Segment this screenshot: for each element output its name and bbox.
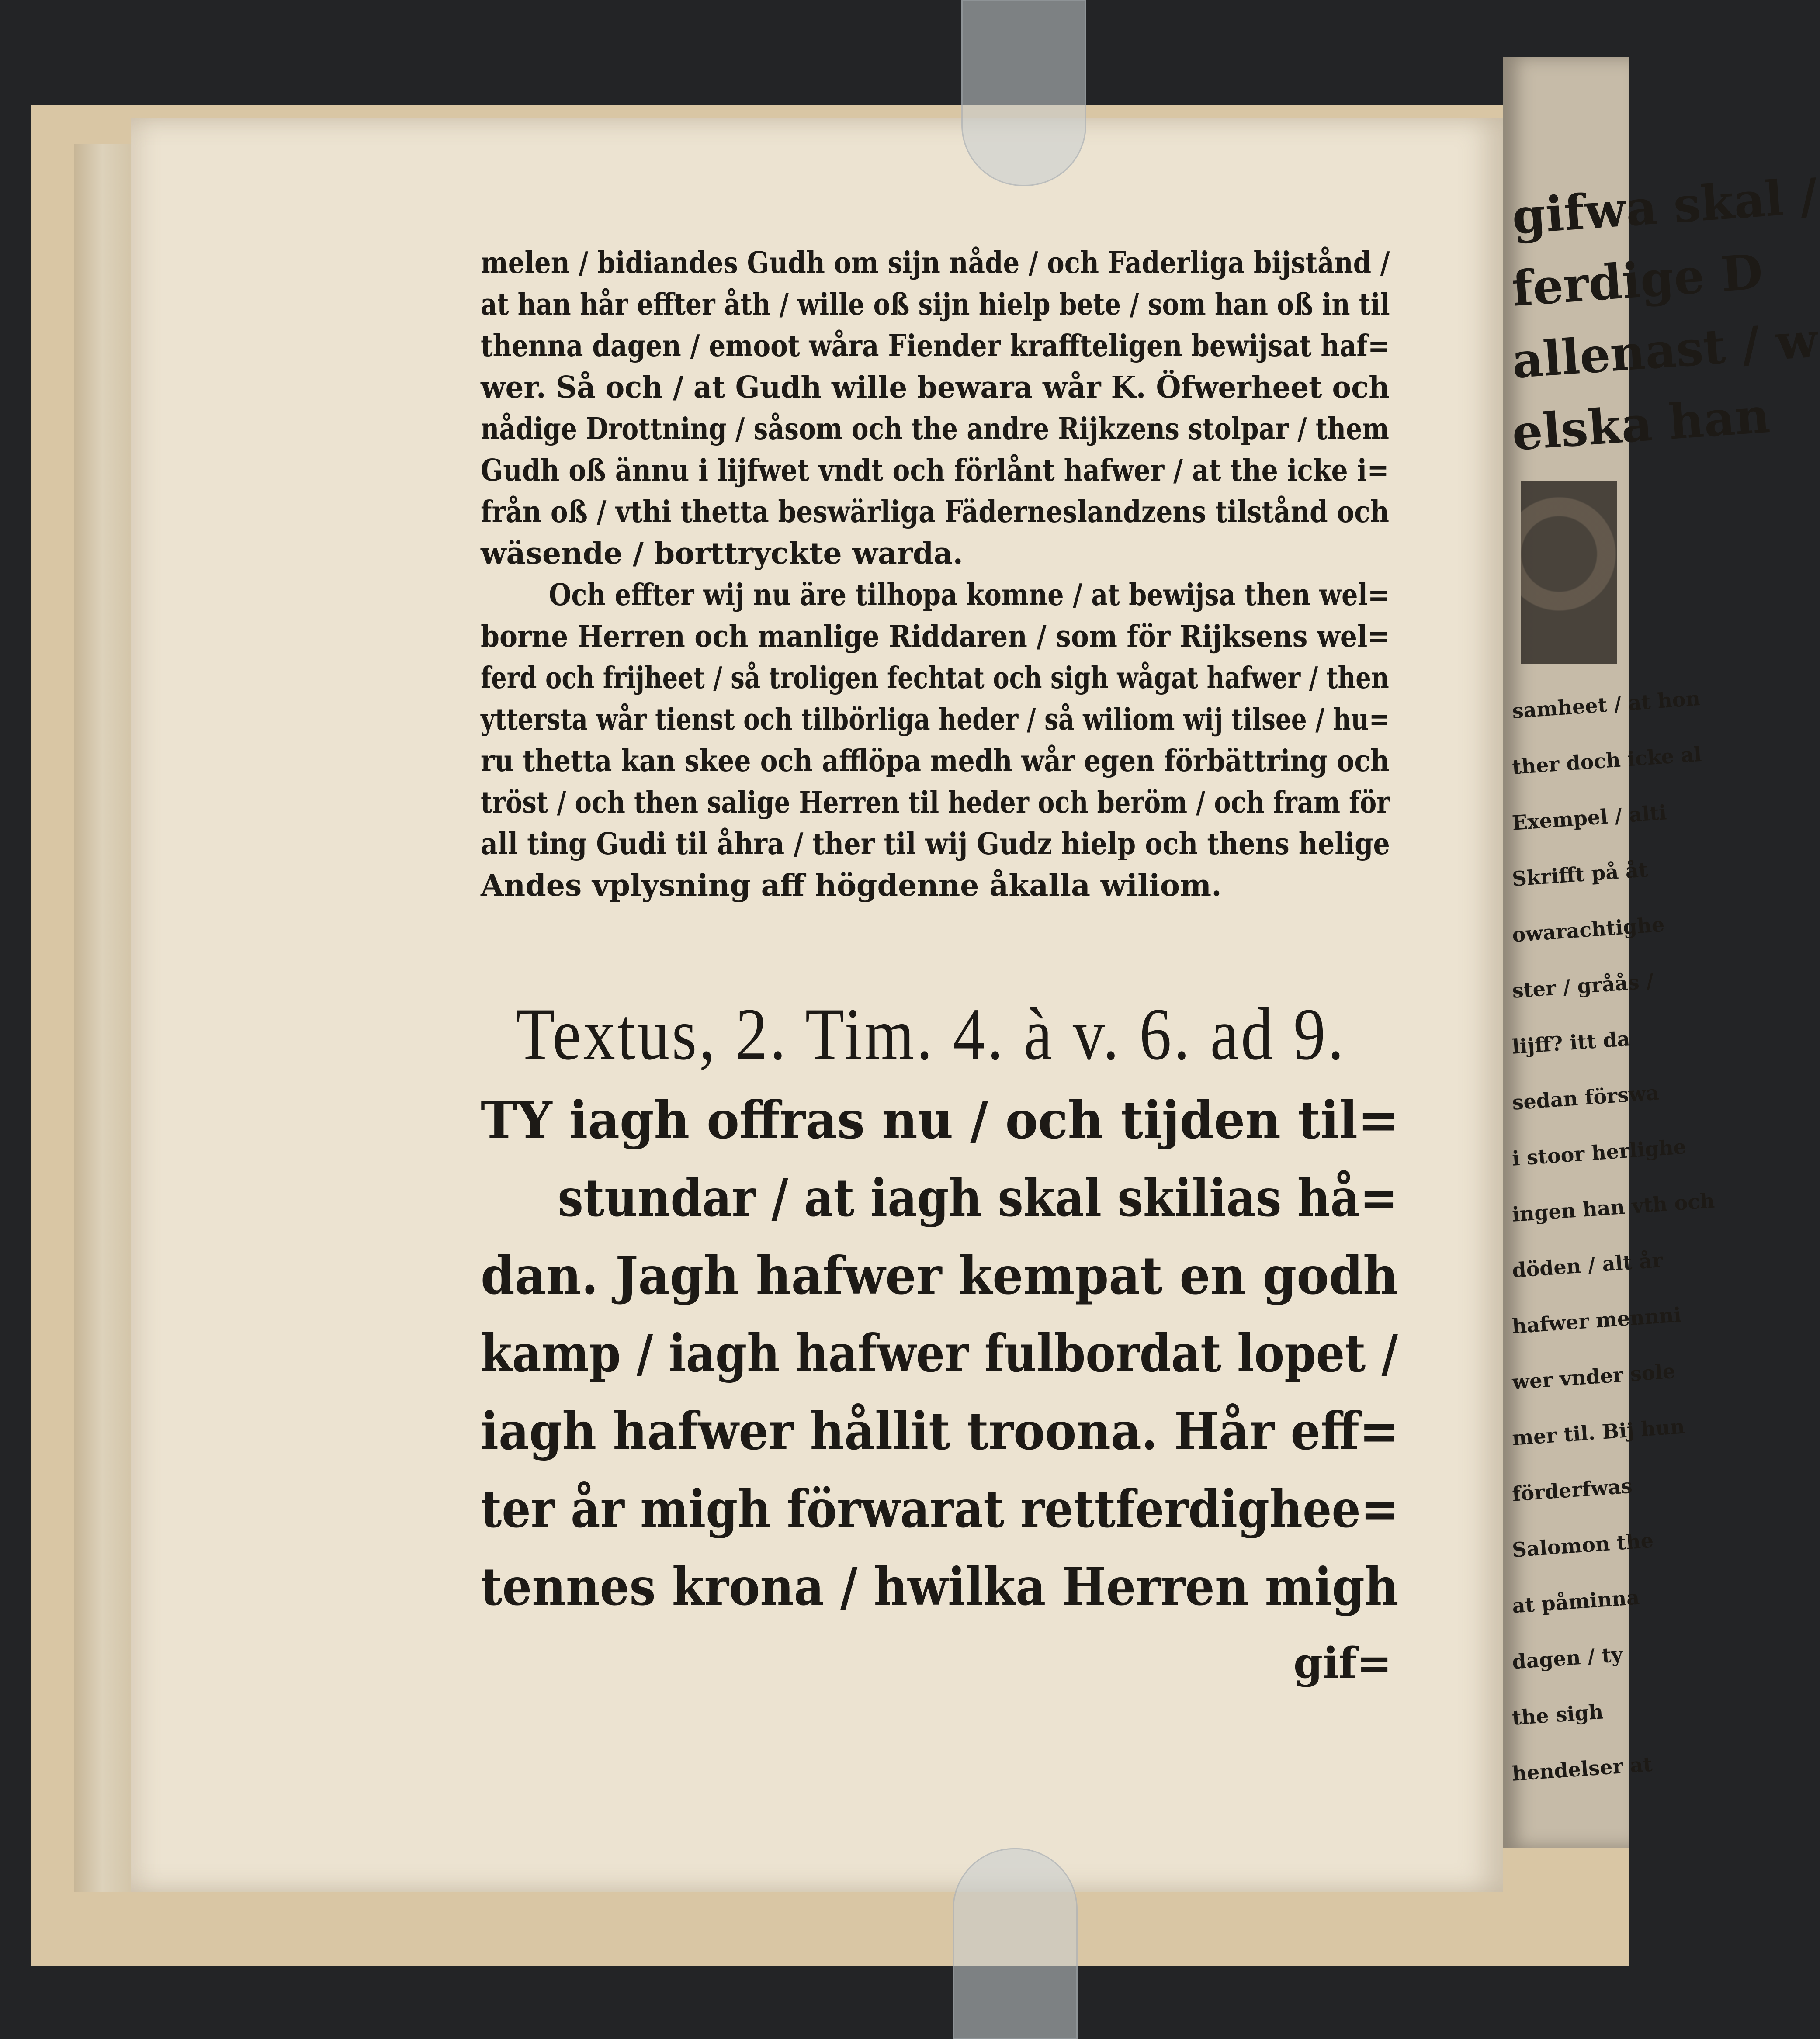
verse-line: stundar / at iagh skal skilias hå= — [558, 1167, 1398, 1228]
right-line: the sigh — [1511, 1700, 1604, 1730]
right-line: ster / gråås / — [1511, 969, 1654, 1003]
right-line: förderfwas — [1511, 1474, 1633, 1506]
body-line: ru thetta kan skee och afflöpa medh wår egen förbättring och — [481, 744, 1390, 779]
right-line: i stoor herlighe — [1511, 1135, 1687, 1170]
page-clip-top — [961, 0, 1086, 186]
body-line: Gudh oß ännu i lijfwet vndt och förlånt hafwer / at the icke i= — [481, 453, 1389, 488]
right-line: hafwer mennni — [1511, 1302, 1682, 1338]
verse-line: ter år migh förwarat rettferdighee= — [481, 1478, 1399, 1539]
verse-line: TY iagh offras nu / och tijden til= — [481, 1090, 1399, 1150]
right-line: döden / alt år — [1511, 1248, 1664, 1282]
right-line: hendelser at — [1511, 1752, 1654, 1786]
right-line: owarachtighe — [1511, 912, 1665, 947]
catchword: gif= — [1293, 1638, 1392, 1688]
verse-line: dan. Jagh hafwer kempat en godh — [481, 1245, 1398, 1306]
body-line: nådige Drottning / såsom och the andre Rijkzens stolpar / them — [481, 412, 1389, 447]
right-line: wer vnder sole — [1511, 1359, 1676, 1394]
verse-line: kamp / iagh hafwer fulbordat lopet / — [481, 1323, 1398, 1384]
body-line: Och effter wij nu äre tilhopa komne / at bewijsa then wel= — [549, 578, 1390, 613]
right-line: at påminna — [1511, 1585, 1640, 1618]
body-line: at han hår effter åth / wille oß sijn hielp bete / som han oß in til — [481, 287, 1390, 322]
body-line: borne Herren och manlige Riddaren / som för Rijksens wel= — [481, 619, 1390, 654]
page-clip-bottom — [953, 1848, 1078, 2039]
body-line: tröst / och then salige Herren til heder och beröm / och fram för — [481, 785, 1390, 820]
right-line: samheet / at hon — [1511, 686, 1701, 723]
right-line: ther doch icke al — [1511, 742, 1702, 779]
right-page-text — [1510, 167, 1820, 1796]
right-page — [1503, 57, 1820, 1848]
body-paragraph — [481, 242, 1390, 907]
right-line: Salomon the — [1511, 1528, 1654, 1562]
body-line: yttersta wår tienst och tilbörliga heder / så wiliom wij tilsee / hu= — [481, 702, 1390, 737]
body-line: melen / bidiandes Gudh om sijn nåde / och Faderliga bijstånd / — [481, 246, 1390, 280]
right-line: gifwa skal / — [1510, 167, 1820, 245]
right-line: ferdige D — [1510, 243, 1765, 317]
body-line: thenna dagen / emoot wåra Fiender kraffteligen bewijsat haf= — [481, 329, 1390, 363]
body-line: Andes vplysning aff högdenne åkalla wiliom. — [481, 868, 1222, 903]
body-line: wäsende / borttryckte warda. — [481, 536, 964, 571]
right-line: allenast / w — [1510, 312, 1820, 389]
verse-line: tennes krona / hwilka Herren migh — [481, 1556, 1399, 1617]
right-line: Skrifft på åt — [1511, 858, 1649, 891]
right-line: elska han — [1510, 387, 1772, 461]
right-line: mer til. Bij hun — [1511, 1414, 1686, 1450]
right-line: dagen / ty — [1511, 1642, 1624, 1674]
right-line: sedan förswa — [1511, 1080, 1660, 1115]
right-line: Exempel / alti — [1511, 800, 1667, 835]
right-drop-cap-ornament — [1521, 481, 1617, 664]
body-line: wer. Så och / at Gudh wille bewara wår K. Öfwerheet och — [481, 370, 1390, 405]
body-line: från oß / vthi thetta beswärliga Fäderneslandzens tilstånd och — [481, 495, 1389, 530]
right-line: ingen han vth och — [1511, 1188, 1716, 1226]
text-heading: Textus, 2. Tim. 4. à v. 6. ad 9. — [516, 993, 1346, 1075]
verse-line: iagh hafwer hållit troona. Hår eff= — [481, 1401, 1399, 1461]
body-line: all ting Gudi til åhra / ther til wij Gudz hielp och thens helige — [481, 827, 1390, 862]
scripture-verse — [481, 1081, 1398, 1626]
body-line: ferd och frijheet / så troligen fechtat och sigh wågat hafwer / then — [481, 661, 1389, 696]
right-line: lijff? itt da — [1511, 1027, 1631, 1059]
